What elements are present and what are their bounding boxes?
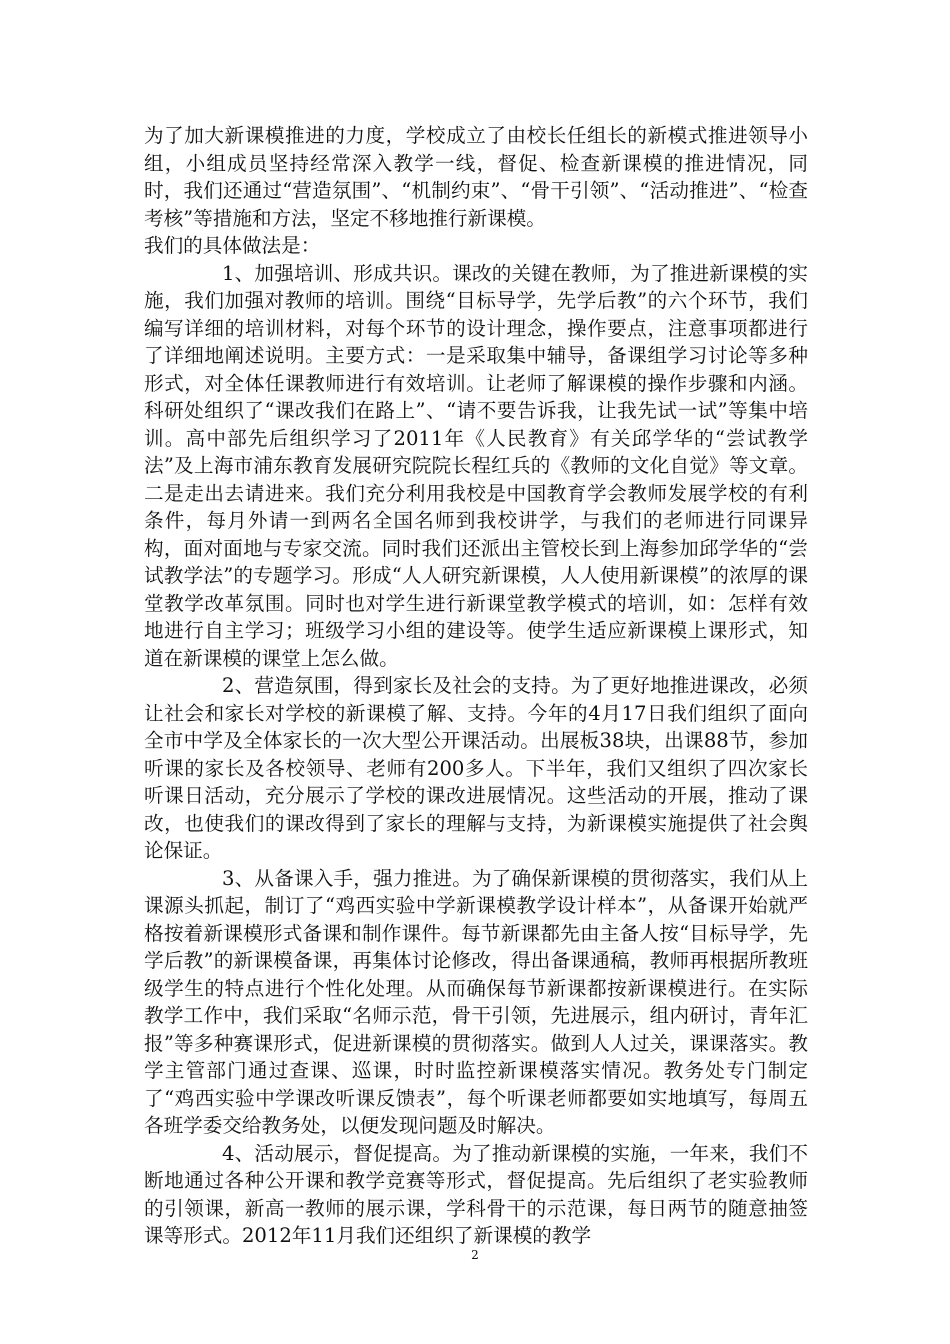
paragraph-atmosphere: 2、营造氛围，得到家长及社会的支持。为了更好地推进课改，必须让社会和家长对学校的新课模了解、支持。今年的4月17日我们组织了面向全市中学及全体家长的一次大型公开课活动。出展板38块，出课88节，参加听课的家长及各校领导、老师有200多人。下半年，我们又组织了四次家长听课日活动，充分展示了学校的课改进展情况。这些活动的开展，推动了课改，也使我们的课改得到了家长的理解与支持，为新课模实施提供了社会舆论保证。 — [144, 674, 808, 862]
paragraph-lesson-prep: 3、从备课入手，强力推进。为了确保新课模的贯彻落实，我们从上课源头抓起，制订了“鸡西实验中学新课模教学设计样本”，从备课开始就严格按着新课模形式备课和制作课件。每节新课都先由主备人按“目标导学，先学后教”的新课模备课，再集体讨论修改，得出备课通稿，教师再根据所教班级学生的特点进行个性化处理。从而确保每节新课都按新课模进行。在实际教学工作中，我们采取“名师示范，骨干引领，先进展示，组内研讨，青年汇报”等多种赛课形式，促进新课模的贯彻落实。做到人人过关，课课落实。教学主管部门通过查课、巡课，时时监控新课模落实情况。教务处专门制定了“鸡西实验中学课改听课反馈表”，每个听课老师都要如实地填写，每周五各班学委交给教务处，以便发现问题及时解决。 — [144, 866, 808, 1137]
methods-heading: 我们的具体做法是： — [144, 234, 321, 257]
intro-paragraph: 为了加大新课模推进的力度，学校成立了由校长任组长的新模式推进领导小组，小组成员坚持经常深入教学一线，督促、检查新课模的推进情况，同时，我们还通过“营造氛围”、“机制约束”、“骨干引领”、“活动推进”、“检查考核”等措施和方法，坚定不移地推行新课模。 — [144, 124, 808, 230]
paragraph-training: 1、加强培训、形成共识。课改的关键在教师，为了推进新课模的实施，我们加强对教师的培训。围绕“目标导学，先学后教”的六个环节，我们编写详细的培训材料，对每个环节的设计理念，操作要点，注意事项都进行了详细地阐述说明。主要方式：一是采取集中辅导，备课组学习讨论等多种形式，对全体任课教师进行有效培训。让老师了解课模的操作步骤和内涵。科研处组织了“课改我们在路上”、“请不要告诉我，让我先试一试”等集中培训。高中部先后组织学习了2011年《人民教育》有关邱学华的“尝试教学法”及上海市浦东教育发展研究院院长程红兵的《教师的文化自觉》等文章。二是走出去请进来。我们充分利用我校是中国教育学会教师发展学校的有利条件，每月外请一到两名全国名师到我校讲学，与我们的老师进行同课异构，面对面地与专家交流。同时我们还派出主管校长到上海参加邱学华的“尝试教学法”的专题学习。形成“人人研究新课模，人人使用新课模”的浓厚的课堂教学改革氛围。同时也对学生进行新课堂教学模式的培训，如：怎样有效地进行自主学习；班级学习小组的建设等。使学生适应新课模上课形式，知道在新课模的课堂上怎么做。 — [144, 261, 808, 670]
page-number: 2 — [471, 1248, 479, 1262]
paragraph-activities: 4、活动展示，督促提高。为了推动新课模的实施，一年来，我们不断地通过各种公开课和教学竞赛等形式，督促提高。先后组织了老实验教师的引领课，新高一教师的展示课，学科骨干的示范课，每日两节的随意抽签课等形式。2012年11月我们还组织了新课模的教学 — [144, 1141, 808, 1247]
body-text — [144, 122, 808, 1250]
